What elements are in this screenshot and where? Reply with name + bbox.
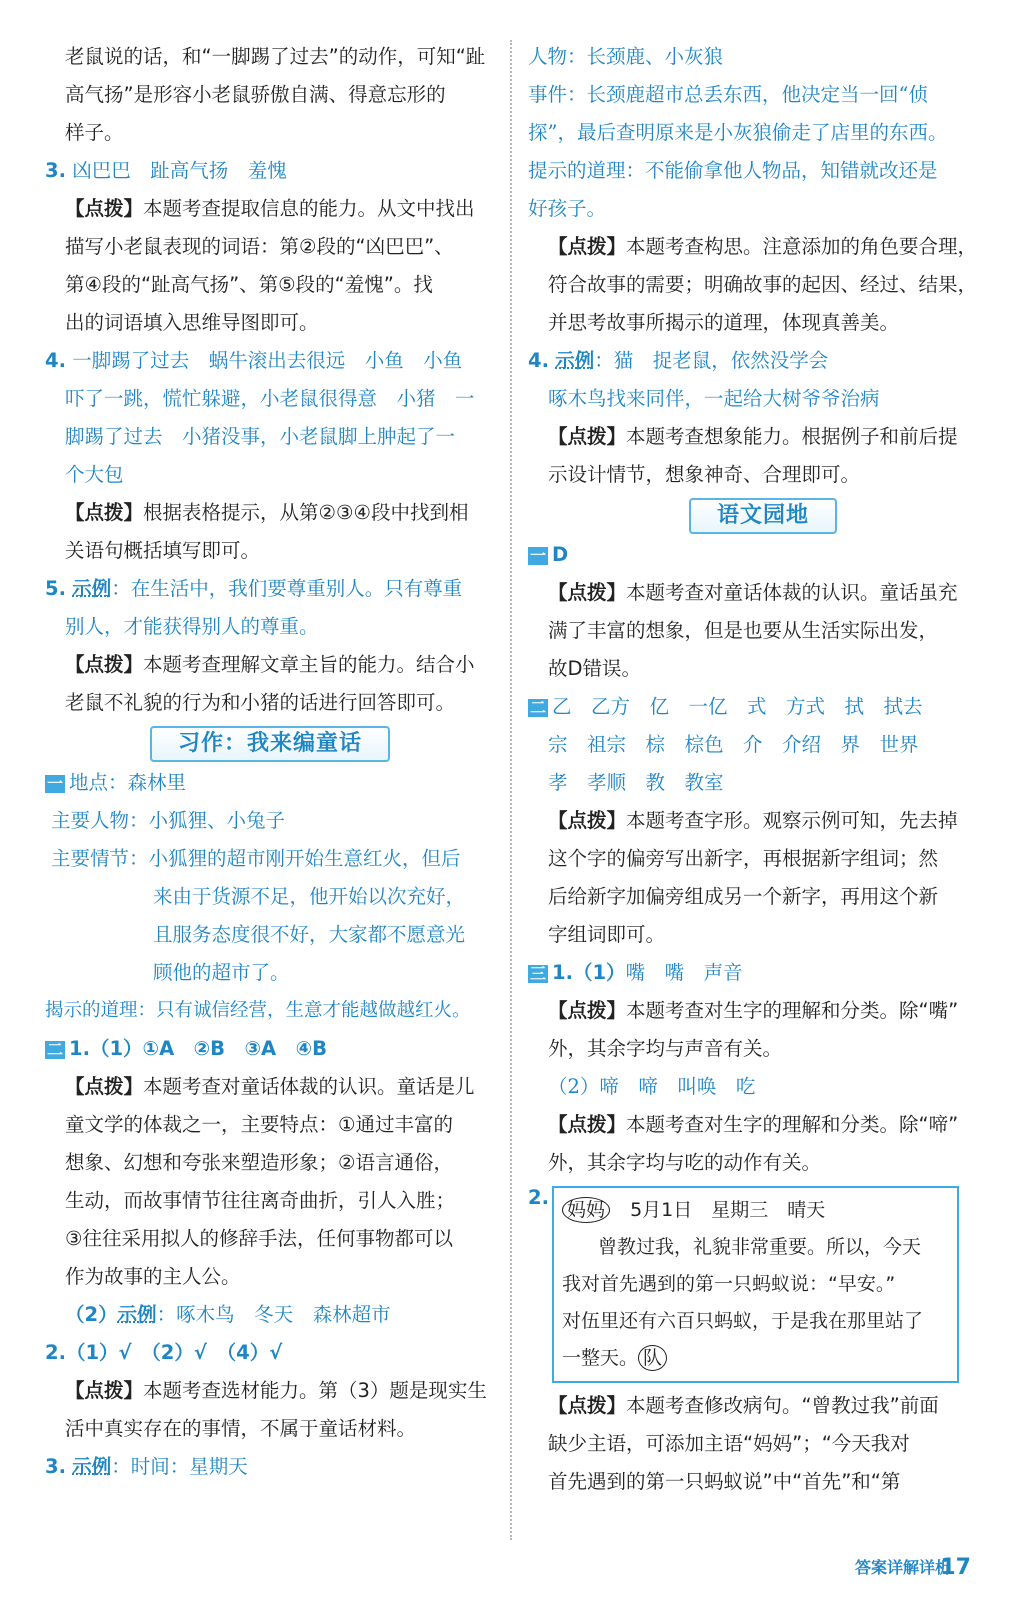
question-5 [45, 570, 495, 608]
column-divider [510, 40, 512, 1540]
answer: 地点：森林里 [69, 771, 187, 794]
hint-line: 外，其余字均与声音有关。 [548, 1037, 783, 1060]
hint-line [45, 494, 495, 532]
answer-line: 顾他的超市了。 [153, 961, 290, 984]
hint-line [45, 1068, 495, 1106]
section-banner-wrap [528, 498, 998, 534]
section-badge: 一 [47, 773, 64, 793]
hint-tag: 【点拨】 [65, 1075, 144, 1098]
hint-line: 满了丰富的想象，但是也要从生活实际出发， [548, 619, 939, 642]
answer: 1.（1）①A ②B ③A ④B [69, 1037, 328, 1060]
hint-line: 出的词语填入思维导图即可。 [65, 311, 319, 334]
hint-line: 符合故事的需要；明确故事的起因、经过、结果， [548, 273, 978, 296]
hint-text: 本题考查提取信息的能力。从文中找出 [143, 197, 475, 220]
answer-line: 个大包 [65, 463, 124, 486]
question-number: 1.（1） [552, 961, 626, 984]
hint-text: 本题考查对生字的理解和分类。除“啼” [626, 1113, 959, 1136]
section-badge: 三 [530, 963, 547, 983]
question-number: 2. [528, 1186, 549, 1209]
answer: 一脚踢了过去 蜗牛滚出去很远 小鱼 小鱼 [72, 349, 463, 372]
hint-text: 本题考查字形。观察示例可知，先去掉 [626, 809, 958, 832]
answer: ：在生活中，我们要尊重别人。只有尊重 [111, 577, 463, 600]
section-1-line [45, 764, 495, 802]
section-banner: 习作：我来编童话 [150, 726, 390, 762]
answer-line: 人物：长颈鹿、小灰狼 [528, 45, 724, 68]
answer-line: 主要情节：小狐狸的超市刚开始生意红火，但后 [51, 847, 461, 870]
hint-text: 本题考查对生字的理解和分类。除“嘴” [626, 999, 959, 1022]
answer: 2.（1）√ （2）√ （4）√ [45, 1341, 283, 1364]
example-label: 示例 [72, 1455, 112, 1478]
answer: 嘴 嘴 声音 [625, 961, 743, 984]
hint-line: 活中真实存在的事情，不属于童话材料。 [65, 1417, 417, 1440]
question-4 [528, 342, 998, 380]
sub-question [45, 1296, 495, 1334]
diary-date: 5月1日 星期三 晴天 [630, 1199, 826, 1221]
section-2-q2 [45, 1334, 495, 1372]
hint-line: 故D错误。 [548, 657, 642, 680]
hint-text: 本题考查构思。注意添加的角色要合理， [626, 235, 978, 258]
hint-line: 这个字的偏旁写出新字，再根据新字组词；然 [548, 847, 939, 870]
answer: ：啄木鸟 冬天 森林超市 [156, 1303, 391, 1326]
section-3-q1 [528, 954, 998, 992]
diary-text: 一整天。 [562, 1347, 639, 1369]
answer-line: 且服务态度很不好，大家都不愿意光 [153, 923, 466, 946]
hint-tag: 【点拨】 [65, 501, 144, 524]
example-label: 示例 [555, 349, 595, 372]
hint-text: 本题考查想象能力。根据例子和前后提 [626, 425, 958, 448]
hint-line: 首先遇到的第一只蚂蚁说”中“首先”和“第 [548, 1470, 901, 1493]
page-number: 17 [940, 1555, 971, 1580]
hint-tag: 【点拨】 [548, 235, 627, 258]
hint-tag: 【点拨】 [65, 197, 144, 220]
section-badge: 二 [47, 1039, 64, 1059]
hint-line: 关语句概括填写即可。 [65, 539, 261, 562]
answer-line: 吓了一跳，慌忙躲避，小老鼠很得意 小猪 一 [65, 387, 475, 410]
section-2-q3 [45, 1448, 495, 1486]
hint-line: 示设计情节，想象神奇、合理即可。 [548, 463, 861, 486]
text-line: 老鼠说的话，和“一脚踢了过去”的动作，可知“趾 [65, 45, 486, 68]
question-number: 4. [45, 349, 66, 372]
diary-line: 曾教过我，礼貌非常重要。所以，今天 [598, 1236, 922, 1258]
hint-line [45, 190, 495, 228]
section-badge: 二 [530, 697, 547, 717]
question-number: 3. [45, 159, 66, 182]
hint-line: 想象、幻想和夸张来塑造形象；②语言通俗， [65, 1151, 453, 1174]
hint-tag: 【点拨】 [548, 999, 627, 1022]
hint-tag: 【点拨】 [548, 1394, 627, 1417]
hint-line [528, 1387, 998, 1425]
hint-line [45, 646, 495, 684]
hint-line: 缺少主语，可添加主语“妈妈”；“今天我对 [548, 1432, 910, 1455]
hint-tag: 【点拨】 [548, 809, 627, 832]
answer: D [552, 543, 569, 566]
hint-line: 描写小老鼠表现的词语：第②段的“凶巴巴”、 [65, 235, 454, 258]
answer-line: 探”，最后查明原来是小灰狼偷走了店里的东西。 [528, 121, 948, 144]
hint-line: 第④段的“趾高气扬”、第⑤段的“羞愧”。找 [65, 273, 433, 296]
section-badge: 一 [530, 545, 547, 565]
hint-text: 本题考查对童话体裁的认识。童话虽充 [626, 581, 958, 604]
answer-line: 事件：长颈鹿超市总丢东西，他决定当一回“侦 [528, 83, 928, 106]
answer-line: 来由于货源不足，他开始以次充好， [153, 885, 466, 908]
diary-line: 我对首先遇到的第一只蚂蚁说：“早安。” [562, 1273, 896, 1295]
hint-line: 老鼠不礼貌的行为和小猪的话进行回答即可。 [65, 691, 456, 714]
hint-text: 本题考查修改病句。“曾教过我”前面 [626, 1394, 939, 1417]
section-banner-wrap [45, 726, 495, 762]
right-column [528, 38, 998, 1501]
question-number: 4. [528, 349, 549, 372]
hint-text: 根据表格提示，从第②③④段中找到相 [143, 501, 469, 524]
hint-line: 作为故事的主人公。 [65, 1265, 241, 1288]
text-line: 高气扬”是形容小老鼠骄傲自满、得意忘形的 [65, 83, 446, 106]
answer-line: 提示的道理：不能偷拿他人物品，知错就改还是 [528, 159, 938, 182]
circled-char: 队 [638, 1345, 667, 1371]
hint-line: 外，其余字均与吃的动作有关。 [548, 1151, 822, 1174]
answer-line: 别人，才能获得别人的尊重。 [65, 615, 319, 638]
hint-line: 字组词即可。 [548, 923, 666, 946]
circled-word: 妈妈 [562, 1197, 610, 1223]
footer-label: 答案详解详析 [854, 1558, 951, 1577]
hint-tag: 【点拨】 [548, 1113, 627, 1136]
answer: 凶巴巴 趾高气扬 羞愧 [72, 159, 287, 182]
hint-line [528, 574, 998, 612]
hint-text: 本题考查理解文章主旨的能力。结合小 [143, 653, 475, 676]
hint-text: 本题考查对童话体裁的认识。童话是儿 [143, 1075, 475, 1098]
question-number: 5. [45, 577, 66, 600]
hint-line: 生动，而故事情节往往离奇曲折，引人入胜； [65, 1189, 456, 1212]
question-4 [45, 342, 495, 380]
answer-line: 脚踢了过去 小猪没事，小老鼠脚上肿起了一 [65, 425, 456, 448]
hint-line: ③往往采用拟人的修辞手法，任何事物都可以 [65, 1227, 453, 1250]
section-2-q1 [45, 1030, 495, 1068]
section-1-line [528, 536, 998, 574]
answer: 乙 乙方 亿 一亿 式 方式 拭 拭去 [552, 695, 923, 718]
hint-line: 后给新字加偏旁组成另一个新字，再用这个新 [548, 885, 939, 908]
hint-tag: 【点拨】 [65, 1379, 144, 1402]
answer-line: 主要人物：小狐狸、小兔子 [51, 809, 286, 832]
hint-text: 本题考查选材能力。第（3）题是现实生 [143, 1379, 487, 1402]
hint-line [528, 418, 998, 456]
answer-line: （2）啼 啼 叫唤 吃 [548, 1075, 756, 1098]
diary-line: 对伍里还有六百只蚂蚁，于是我在那里站了 [562, 1310, 924, 1332]
answer-line: 揭示的道理：只有诚信经营，生意才能越做越红火。 [45, 1000, 471, 1021]
hint-tag: 【点拨】 [65, 653, 144, 676]
text-line: 样子。 [65, 121, 124, 144]
hint-line: 并思考故事所揭示的道理，体现真善美。 [548, 311, 900, 334]
example-label: 示例 [117, 1303, 157, 1326]
hint-line [528, 1106, 998, 1144]
hint-tag: 【点拨】 [548, 425, 627, 448]
hint-line: 童文学的体裁之一，主要特点：①通过丰富的 [65, 1113, 453, 1136]
question-number: 3. [45, 1455, 66, 1478]
sub-question-number: （2） [65, 1303, 118, 1326]
question-3 [45, 152, 495, 190]
hint-line [45, 1372, 495, 1410]
answer-line: 啄木鸟找来同伴，一起给大树爷爷治病 [548, 387, 880, 410]
diary-box [552, 1186, 959, 1383]
section-banner: 语文园地 [689, 498, 837, 534]
answer-line: 宗 祖宗 棕 棕色 介 介绍 界 世界 [548, 733, 919, 756]
hint-line [528, 228, 998, 266]
example-label: 示例 [72, 577, 112, 600]
diary-line [562, 1340, 947, 1377]
answer-line: 孝 孝顺 教 教室 [548, 771, 724, 794]
answer-line: 好孩子。 [528, 197, 607, 220]
left-column [45, 38, 495, 1486]
hint-tag: 【点拨】 [548, 581, 627, 604]
diary-line [562, 1192, 947, 1229]
hint-line [528, 802, 998, 840]
answer: ：时间：星期天 [111, 1455, 248, 1478]
answer: ：猫 捉老鼠，依然没学会 [594, 349, 829, 372]
hint-line [528, 992, 998, 1030]
section-2-line [528, 688, 998, 726]
